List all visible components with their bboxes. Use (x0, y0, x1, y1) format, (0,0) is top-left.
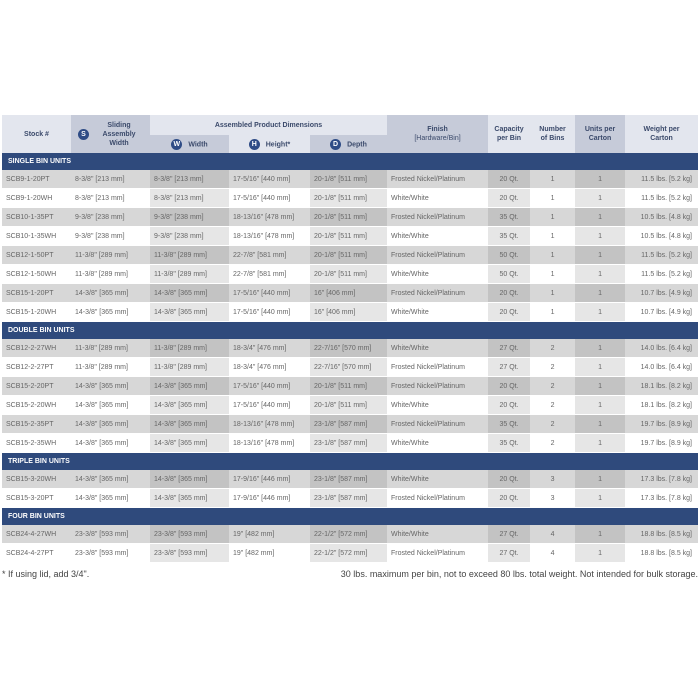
table-cell: 17.3 lbs. [7.8 kg] (625, 470, 698, 489)
table-cell: 23-1/8" [587 mm] (310, 434, 387, 453)
table-cell: 11-3/8" [289 mm] (150, 358, 229, 377)
table-cell: 1 (575, 434, 625, 453)
table-cell: SCB24-4-27WH (2, 525, 71, 544)
table-cell: 14-3/8" [365 mm] (150, 489, 229, 508)
header-depth: D Depth (310, 135, 387, 153)
table-cell: 1 (575, 265, 625, 284)
table-cell: 16" [406 mm] (310, 284, 387, 303)
table-cell: 20-1/8" [511 mm] (310, 208, 387, 227)
table-cell: 18.8 lbs. [8.5 kg] (640, 549, 693, 557)
table-cell: 11.5 lbs. [5.2 kg] (641, 194, 693, 202)
h-letter-icon: H (249, 139, 260, 150)
table-cell: 22-7/8" [581 mm] (233, 270, 287, 278)
table-cell: 2 (530, 377, 575, 396)
table-cell: Frosted Nickel/Platinum (387, 170, 488, 189)
table-cell: 22-1/2" [572 mm] (310, 525, 387, 544)
table-cell: 9-3/8" [238 mm] (75, 232, 125, 240)
table-cell: 14-3/8" [365 mm] (150, 377, 229, 396)
section-title: SINGLE BIN UNITS (2, 153, 698, 170)
table-cell: 10.5 lbs. [4.8 kg] (640, 232, 693, 240)
table-cell: 14-3/8" [365 mm] (150, 470, 229, 489)
table-cell: White/White (391, 232, 429, 240)
header-sliding-width: SSliding Assembly Width (71, 115, 150, 153)
section-header (2, 153, 698, 170)
table-row (2, 208, 698, 227)
table-cell: 23-1/8" [587 mm] (310, 489, 387, 508)
table-row (2, 358, 698, 377)
table-cell: 14-3/8" [365 mm] (150, 434, 229, 453)
section-title: TRIPLE BIN UNITS (2, 453, 698, 471)
table-cell: 10.5 lbs. [4.8 kg] (625, 208, 698, 227)
weight-limit-footnote: 30 lbs. maximum per bin, not to exceed 80 lbs. total weight. Not intended for bulk storage. (340, 569, 698, 579)
table-cell: 10.7 lbs. [4.9 kg] (640, 308, 693, 316)
table-cell: 14-3/8" [365 mm] (71, 284, 150, 303)
table-cell: 18.8 lbs. [8.5 kg] (625, 525, 698, 544)
table-cell: 23-1/8" [587 mm] (310, 470, 387, 489)
table-cell: 4 (550, 549, 555, 557)
table-cell: 1 (575, 208, 625, 227)
table-cell: 1 (575, 246, 625, 265)
table-cell: SCB15-2-20WH (6, 401, 57, 409)
table-cell: Frosted Nickel/Platinum (387, 284, 488, 303)
table-cell: 17-5/16" [440 mm] (233, 194, 291, 202)
table-row (2, 189, 698, 208)
table-cell: 1 (575, 470, 625, 489)
header-weight-per-carton: Weight per Carton (625, 115, 698, 153)
table-cell: 17-5/16" [440 mm] (229, 377, 310, 396)
table-cell: 35 Qt. (488, 434, 530, 453)
table-cell: 19" [482 mm] (233, 549, 275, 557)
table-cell: 18.1 lbs. [8.2 kg] (625, 377, 698, 396)
table-row (2, 265, 698, 284)
w-letter-icon: W (171, 139, 182, 150)
table-cell: 10.7 lbs. [4.9 kg] (625, 284, 698, 303)
table-cell: SCB15-2-35PT (2, 415, 71, 434)
table-cell: 19" [482 mm] (229, 525, 310, 544)
header-units-per-carton: Units per Carton (575, 115, 625, 153)
table-cell: 20-1/8" [511 mm] (310, 227, 387, 246)
table-cell: 20 Qt. (488, 377, 530, 396)
table-cell: 11-3/8" [289 mm] (150, 246, 229, 265)
section-title: FOUR BIN UNITS (2, 508, 698, 526)
table-cell: 11.5 lbs. [5.2 kg] (625, 170, 698, 189)
table-cell: 1 (575, 377, 625, 396)
table-cell: 23-3/8" [593 mm] (150, 525, 229, 544)
table-cell: 35 Qt. (488, 208, 530, 227)
table-cell: 17-9/16" [446 mm] (229, 470, 310, 489)
table-cell: 35 Qt. (488, 227, 530, 246)
section-header (2, 453, 698, 471)
table-cell: 1 (575, 170, 625, 189)
table-cell: SCB9-1-20PT (2, 170, 71, 189)
table-cell: 14-3/8" [365 mm] (75, 401, 129, 409)
table-cell: White/White (391, 308, 429, 316)
table-cell: 23-3/8" [593 mm] (150, 544, 229, 563)
table-cell: 2 (530, 339, 575, 358)
table-cell: 20 Qt. (488, 470, 530, 489)
header-width: W Width (150, 135, 229, 153)
table-cell: 2 (550, 439, 555, 447)
table-cell: SCB15-2-20PT (2, 377, 71, 396)
table-row (2, 415, 698, 434)
table-cell: SCB15-3-20PT (6, 494, 54, 502)
header-assembled-dimensions: Assembled Product Dimensions (150, 115, 387, 135)
table-cell: 1 (530, 246, 575, 265)
table-cell: SCB9-1-20WH (6, 194, 53, 202)
table-cell: 20 Qt. (488, 489, 530, 508)
table-cell: 19.7 lbs. [8.9 kg] (640, 439, 693, 447)
table-cell: 22-7/8" [581 mm] (229, 246, 310, 265)
table-cell: 14-3/8" [365 mm] (71, 415, 150, 434)
table-cell: 16" [406 mm] (310, 303, 387, 322)
table-cell: 20-1/8" [511 mm] (310, 246, 387, 265)
table-cell: 8-3/8" [213 mm] (75, 194, 125, 202)
table-cell: 17-5/16" [440 mm] (233, 308, 291, 316)
table-cell: 4 (530, 525, 575, 544)
table-cell: SCB15-2-35WH (6, 439, 57, 447)
table-cell: SCB10-1-35PT (2, 208, 71, 227)
table-cell: 27 Qt. (488, 358, 530, 377)
table-cell: White/White (391, 270, 429, 278)
table-cell: 11-3/8" [289 mm] (150, 265, 229, 284)
table-cell: 14-3/8" [365 mm] (71, 470, 150, 489)
spec-table (2, 115, 698, 563)
table-cell: 9-3/8" [238 mm] (150, 227, 229, 246)
table-cell: 1 (575, 189, 625, 208)
table-row (2, 227, 698, 246)
table-cell: 1 (550, 194, 555, 202)
table-cell: SCB12-1-50PT (2, 246, 71, 265)
table-row (2, 525, 698, 544)
table-cell: 1 (575, 339, 625, 358)
table-cell: 1 (550, 270, 555, 278)
table-cell: 20-1/8" [511 mm] (310, 265, 387, 284)
table-cell: 8-3/8" [213 mm] (71, 170, 150, 189)
table-cell: 11-3/8" [289 mm] (75, 270, 128, 278)
table-cell: 17-5/16" [440 mm] (233, 401, 291, 409)
table-cell: Frosted Nickel/Platinum (387, 246, 488, 265)
table-cell: 17.3 lbs. [7.8 kg] (640, 494, 693, 502)
table-cell: 1 (575, 525, 625, 544)
table-cell: 11-3/8" [289 mm] (71, 339, 150, 358)
s-letter-icon: S (78, 129, 89, 140)
table-cell: 11-3/8" [289 mm] (75, 363, 128, 371)
table-cell: 50 Qt. (488, 265, 530, 284)
table-cell: 14-3/8" [365 mm] (150, 396, 229, 415)
table-cell: Frosted Nickel/Platinum (387, 208, 488, 227)
table-cell: 1 (530, 284, 575, 303)
table-cell: 17-5/16" [440 mm] (229, 284, 310, 303)
table-cell: White/White (387, 339, 488, 358)
table-cell: 50 Qt. (488, 246, 530, 265)
table-cell: 18-13/16" [478 mm] (229, 415, 310, 434)
table-cell: White/White (391, 401, 429, 409)
table-body (2, 153, 698, 563)
table-cell: 14-3/8" [365 mm] (75, 494, 129, 502)
table-cell: 14.0 lbs. [6.4 kg] (625, 339, 698, 358)
table-cell: 35 Qt. (488, 415, 530, 434)
table-cell: 14-3/8" [365 mm] (150, 415, 229, 434)
table-cell: 9-3/8" [238 mm] (150, 208, 229, 227)
table-cell: 22-7/16" [570 mm] (310, 358, 387, 377)
table-cell: 20 Qt. (488, 303, 530, 322)
table-cell: 8-3/8" [213 mm] (150, 170, 229, 189)
spec-table-wrapper (2, 115, 698, 563)
table-cell: 2 (530, 415, 575, 434)
table-row (2, 544, 698, 563)
table-cell: 1 (530, 208, 575, 227)
table-cell: White/White (391, 194, 429, 202)
table-cell: 8-3/8" [213 mm] (150, 189, 229, 208)
table-cell: 1 (575, 227, 625, 246)
table-row (2, 246, 698, 265)
table-row (2, 170, 698, 189)
table-cell: 20-1/8" [511 mm] (310, 189, 387, 208)
header-finish: Finish [Hardware/Bin] (387, 115, 488, 153)
table-cell: White/White (387, 525, 488, 544)
table-cell: 11-3/8" [289 mm] (150, 339, 229, 358)
table-cell: 2 (550, 401, 555, 409)
table-cell: 17-9/16" [446 mm] (233, 494, 291, 502)
table-cell: 1 (575, 303, 625, 322)
table-cell: 22-1/2" [572 mm] (310, 544, 387, 563)
table-row (2, 303, 698, 322)
table-cell: SCB24-4-27PT (6, 549, 54, 557)
table-cell: 18-13/16" [478 mm] (229, 208, 310, 227)
table-cell: 22-7/16" [570 mm] (310, 339, 387, 358)
table-cell: 14.0 lbs. [6.4 kg] (640, 363, 693, 371)
section-header (2, 322, 698, 340)
table-row (2, 339, 698, 358)
table-row (2, 377, 698, 396)
table-cell: White/White (391, 439, 429, 447)
table-cell: Frosted Nickel/Platinum (387, 377, 488, 396)
table-cell: 14-3/8" [365 mm] (150, 284, 229, 303)
table-cell: Frosted Nickel/Platinum (387, 415, 488, 434)
table-cell: 14-3/8" [365 mm] (75, 439, 129, 447)
table-cell: 11-3/8" [289 mm] (71, 246, 150, 265)
table-cell: 20 Qt. (488, 170, 530, 189)
table-cell: 1 (575, 358, 625, 377)
table-cell: Frosted Nickel/Platinum (391, 549, 465, 557)
table-cell: 1 (530, 170, 575, 189)
header-number-of-bins: Number of Bins (530, 115, 575, 153)
table-cell: 27 Qt. (488, 525, 530, 544)
table-cell: 1 (575, 396, 625, 415)
header-stock: Stock # (2, 115, 71, 153)
table-cell: Frosted Nickel/Platinum (391, 363, 465, 371)
table-cell: 1 (575, 489, 625, 508)
header-capacity: Capacity per Bin (488, 115, 530, 153)
table-row (2, 434, 698, 453)
table-cell: 11.5 lbs. [5.2 kg] (625, 246, 698, 265)
table-cell: 18.1 lbs. [8.2 kg] (640, 401, 693, 409)
table-cell: 20-1/8" [511 mm] (310, 377, 387, 396)
table-row (2, 470, 698, 489)
table-cell: SCB12-2-27PT (6, 363, 54, 371)
table-row (2, 489, 698, 508)
table-cell: 23-1/8" [587 mm] (310, 415, 387, 434)
lid-footnote: * If using lid, add 3/4". (2, 569, 90, 579)
table-cell: SCB12-1-50WH (6, 270, 57, 278)
table-cell: 1 (575, 284, 625, 303)
table-cell: 17-5/16" [440 mm] (229, 170, 310, 189)
table-cell: 20 Qt. (488, 396, 530, 415)
table-row (2, 284, 698, 303)
table-cell: 14-3/8" [365 mm] (75, 308, 129, 316)
d-letter-icon: D (330, 139, 341, 150)
table-cell: 3 (530, 470, 575, 489)
table-cell: 27 Qt. (488, 339, 530, 358)
table-cell: SCB15-1-20WH (6, 308, 57, 316)
table-cell: 1 (575, 544, 625, 563)
table-cell: 23-3/8" [593 mm] (71, 525, 150, 544)
table-cell: White/White (387, 470, 488, 489)
table-cell: 18-13/16" [478 mm] (233, 232, 295, 240)
table-cell: 1 (550, 232, 555, 240)
section-header (2, 508, 698, 526)
table-cell: 23-3/8" [593 mm] (75, 549, 129, 557)
section-title: DOUBLE BIN UNITS (2, 322, 698, 340)
table-cell: 20 Qt. (488, 189, 530, 208)
table-cell: 18-3/4" [476 mm] (233, 363, 287, 371)
header-height: H Height* (229, 135, 310, 153)
table-cell: 3 (550, 494, 555, 502)
table-cell: 1 (575, 415, 625, 434)
table-cell: 9-3/8" [238 mm] (71, 208, 150, 227)
table-cell: 20-1/8" [511 mm] (310, 170, 387, 189)
table-cell: 2 (550, 363, 555, 371)
table-cell: SCB12-2-27WH (2, 339, 71, 358)
table-cell: Frosted Nickel/Platinum (391, 494, 465, 502)
table-cell: 27 Qt. (488, 544, 530, 563)
table-cell: 19.7 lbs. [8.9 kg] (625, 415, 698, 434)
table-row (2, 396, 698, 415)
table-cell: 18-3/4" [476 mm] (229, 339, 310, 358)
table-cell: SCB10-1-35WH (6, 232, 57, 240)
table-cell: 14-3/8" [365 mm] (150, 303, 229, 322)
table-cell: 14-3/8" [365 mm] (71, 377, 150, 396)
table-cell: 20 Qt. (488, 284, 530, 303)
table-cell: 20-1/8" [511 mm] (310, 396, 387, 415)
table-cell: 1 (550, 308, 555, 316)
table-cell: 11.5 lbs. [5.2 kg] (641, 270, 693, 278)
table-cell: 18-13/16" [478 mm] (233, 439, 295, 447)
table-cell: SCB15-1-20PT (2, 284, 71, 303)
table-header (2, 115, 698, 153)
table-cell: SCB15-3-20WH (2, 470, 71, 489)
